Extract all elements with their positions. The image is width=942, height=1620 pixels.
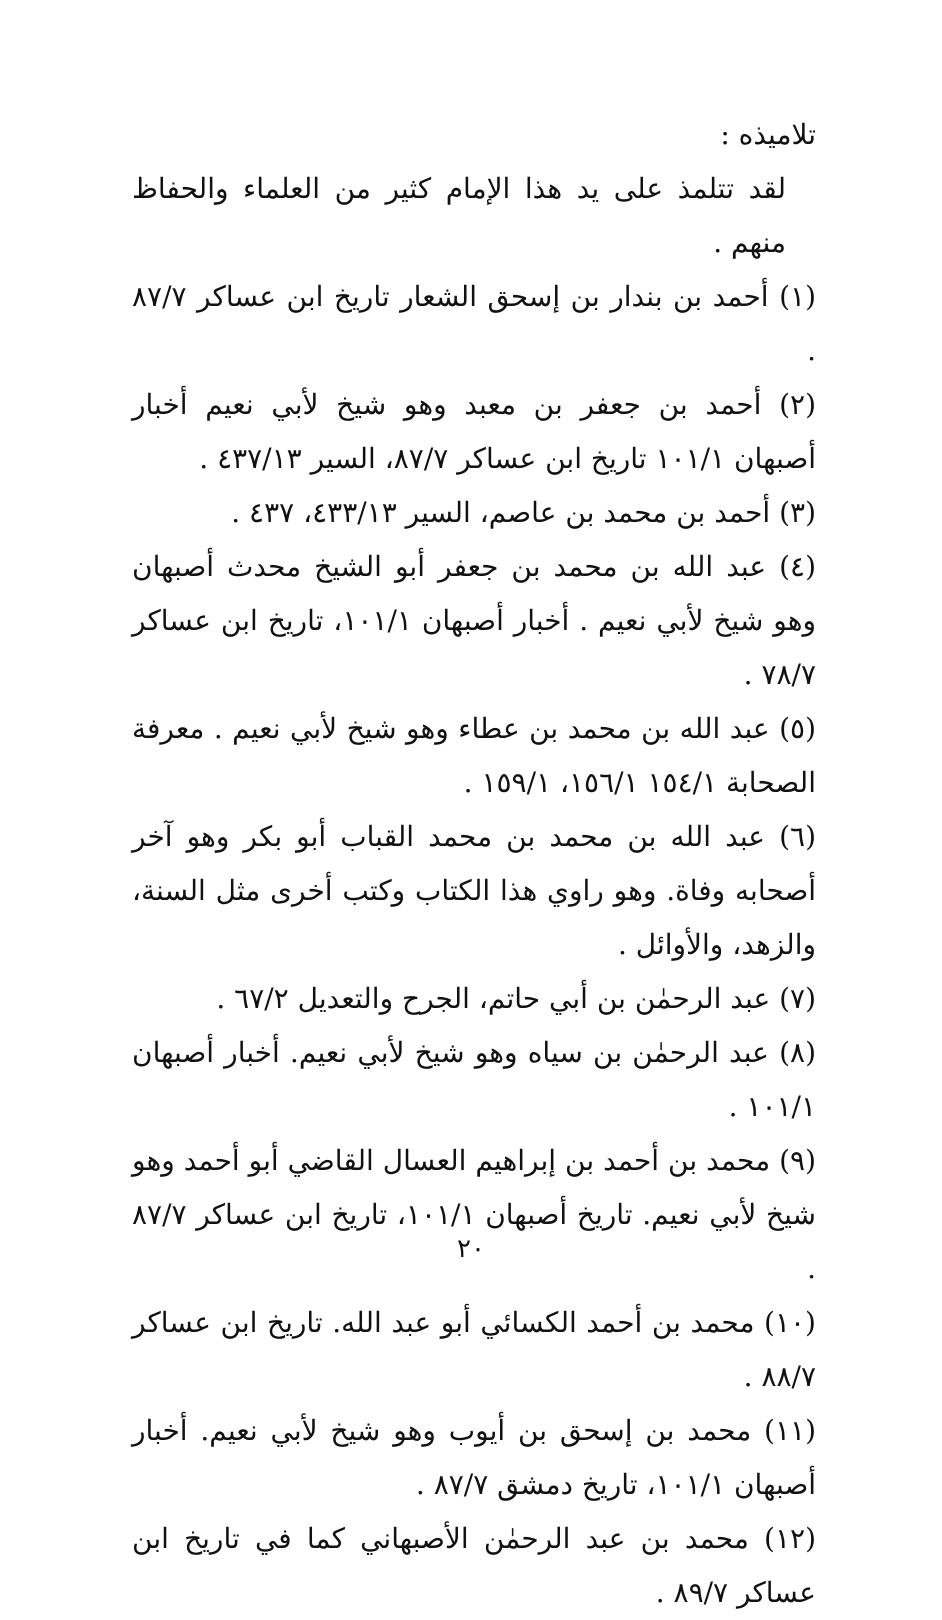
item-number: (٩) bbox=[779, 1144, 817, 1177]
list-item bbox=[132, 270, 816, 378]
list-item bbox=[132, 378, 816, 486]
item-text: أحمد بن محمد بن عاصم، السير ٤٣٣/١٣، ٤٣٧ . bbox=[231, 496, 771, 529]
list-item bbox=[132, 702, 816, 810]
list-item bbox=[132, 1512, 816, 1620]
item-number: (٧) bbox=[779, 982, 816, 1015]
list-item bbox=[132, 810, 816, 972]
item-number: (١٠) bbox=[764, 1306, 816, 1339]
item-text: عبد الله بن محمد بن محمد القباب أبو بكر وهو آخر أصحابه وفاة. وهو راوي هذا الكتاب وكتب أخرى مثل السنة، والزهد، والأوائل . bbox=[132, 820, 816, 961]
item-number: (٤) bbox=[779, 550, 816, 583]
item-text: عبد الله بن محمد بن عطاء وهو شيخ لأبي نعيم . معرفة الصحابة ١٥٤/١ ١٥٦/١، ١٥٩/١ . bbox=[132, 712, 816, 799]
page-number: ٢٠ bbox=[457, 1234, 485, 1264]
item-text: أحمد بن جعفر بن معبد وهو شيخ لأبي نعيم أخبار أصبهان ١٠١/١ تاريخ ابن عساكر ٨٧/٧، السير ٤٣٧/١٣ . bbox=[132, 388, 816, 475]
section-heading: تلاميذه : bbox=[720, 118, 816, 151]
body-text bbox=[132, 108, 816, 1620]
item-number: (٢) bbox=[779, 388, 816, 421]
item-number: (٨) bbox=[779, 1036, 816, 1069]
list-item bbox=[132, 972, 816, 1026]
item-text: عبد الله بن محمد بن جعفر أبو الشيخ محدث أصبهان وهو شيخ لأبي نعيم . أخبار أصبهان ١٠١/١، تاريخ ابن عساكر ٧٨/٧ . bbox=[132, 550, 816, 691]
list-item bbox=[132, 540, 816, 702]
item-number: (٦) bbox=[779, 820, 816, 853]
item-number: (١٢) bbox=[764, 1522, 816, 1555]
item-text: أحمد بن بندار بن إسحق الشعار تاريخ ابن عساكر ٨٧/٧ . bbox=[132, 280, 816, 367]
intro-paragraph: لقد تتلمذ على يد هذا الإمام كثير من العلماء والحفاظ منهم . bbox=[132, 172, 786, 259]
item-number: (١١) bbox=[764, 1414, 816, 1447]
list-item bbox=[132, 486, 816, 540]
item-text: محمد بن أحمد الكسائي أبو عبد الله. تاريخ ابن عساكر ٨٨/٧ . bbox=[132, 1306, 816, 1393]
list-item bbox=[132, 1404, 816, 1512]
list-item bbox=[132, 1296, 816, 1404]
list-item bbox=[132, 1026, 816, 1134]
item-number: (٥) bbox=[779, 712, 816, 745]
list-item bbox=[132, 1134, 816, 1296]
item-number: (١) bbox=[779, 280, 816, 313]
item-text: عبد الرحمٰن بن سياه وهو شيخ لأبي نعيم. أخبار أصبهان ١٠١/١ . bbox=[132, 1036, 816, 1123]
item-text: محمد بن عبد الرحمٰن الأصبهاني كما في تاريخ ابن عساكر ٨٩/٧ . bbox=[132, 1522, 816, 1609]
item-text: عبد الرحمٰن بن أبي حاتم، الجرح والتعديل ٦٧/٢ . bbox=[216, 982, 771, 1015]
item-text: محمد بن إسحق بن أيوب وهو شيخ لأبي نعيم. أخبار أصبهان ١٠١/١، تاريخ دمشق ٨٧/٧ . bbox=[132, 1414, 816, 1501]
item-number: (٣) bbox=[779, 496, 816, 529]
item-text: محمد بن أحمد بن إبراهيم العسال القاضي أبو أحمد وهو شيخ لأبي نعيم. تاريخ أصبهان ١٠١/١، تاريخ ابن عساكر ٨٧/٧ . bbox=[132, 1144, 817, 1285]
